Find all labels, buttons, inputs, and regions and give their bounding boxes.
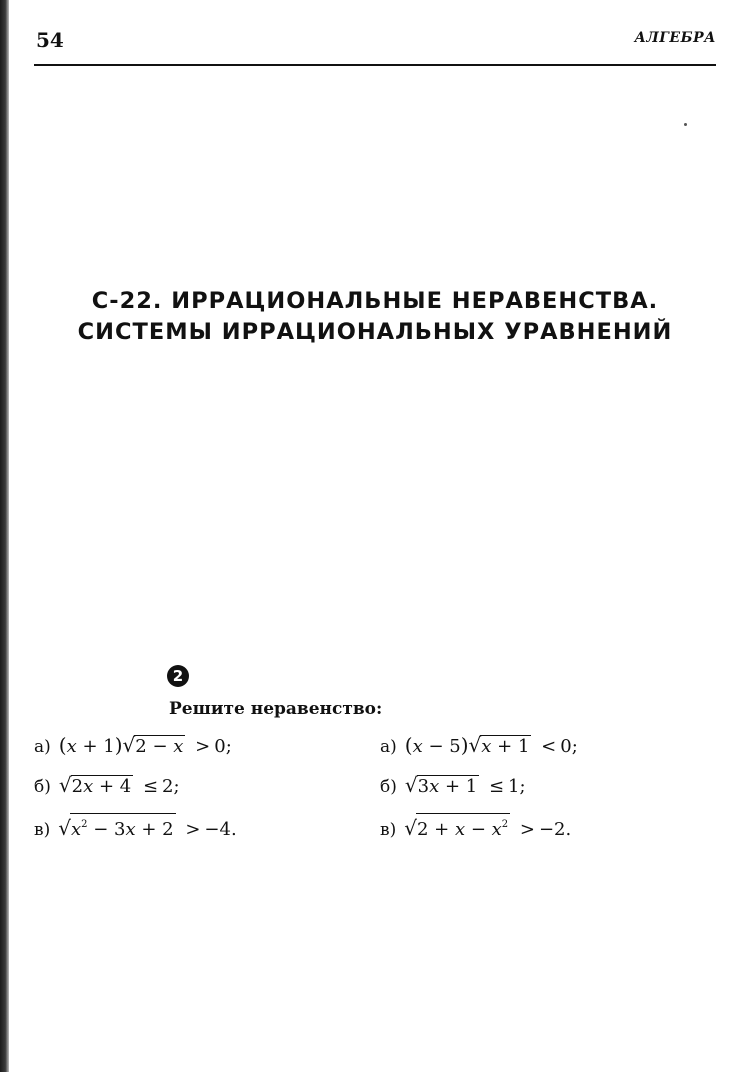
section-title-line-2: СИСТЕМЫ ИРРАЦИОНАЛЬНЫХ УРАВНЕНИЙ [77,319,673,345]
section-title-line-1: С-22. ИРРАЦИОНАЛЬНЫЕ НЕРАВЕНСТВА. [91,288,659,314]
problem-label: в) [380,820,397,840]
problem-label: б) [380,777,397,797]
header-rule [34,64,716,66]
problem-right-a [380,733,578,759]
exercise-instruction: Решите неравенство: [169,699,383,719]
problem-label: а) [380,737,397,757]
problem-right-b [380,773,526,799]
page-left-edge [0,0,9,1072]
problem-right-c [380,813,571,842]
difficulty-level-badge: 2 [167,665,189,687]
problem-expression: (x − 5) √ x + 1 < 0; [404,733,578,757]
problem-label: а) [34,737,51,757]
problem-label: б) [34,777,51,797]
section-title [0,286,750,348]
problem-label: в) [34,820,51,840]
problem-left-b [34,773,180,799]
problem-expression: (x + 1) √ 2 − x > 0; [58,733,232,757]
problem-expression: √ 2x + 4 ≤ 2; [58,773,180,797]
page-number: 54 [36,28,64,52]
print-speck [684,123,687,126]
problem-left-c [34,813,237,842]
problem-expression: √ 3x + 1 ≤ 1; [404,773,526,797]
problem-expression: √ $2 + x - x^2$ > −2. [404,813,571,842]
problem-left-a [34,733,232,759]
running-head: АЛГЕБРА [634,30,716,46]
problem-expression: √ $x^2 - 3x + 2$ > −4. [58,813,236,842]
